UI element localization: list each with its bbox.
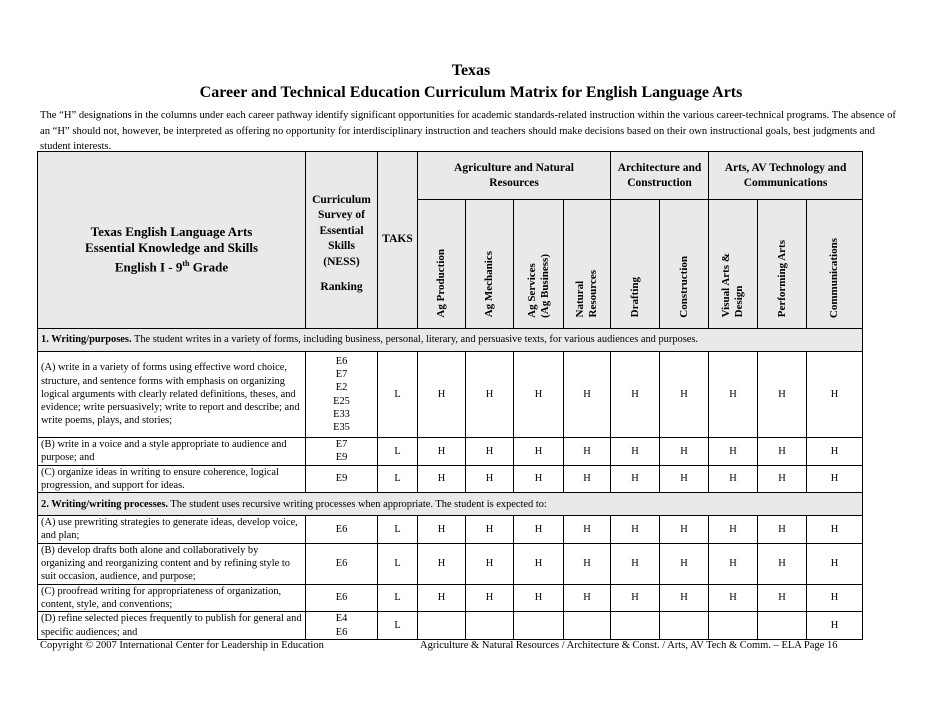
col-construction — [660, 200, 709, 329]
footer-page-info: Agriculture & Natural Resources / Architecture & Const. / Arts, AV Tech & Comm. – ELA Page 16 — [420, 640, 838, 651]
section-number: 1. Writing/purposes. — [41, 334, 132, 346]
h-mark-cell: H — [709, 352, 758, 438]
col-label — [526, 254, 552, 318]
taks-cell: L — [378, 584, 418, 612]
section-heading — [38, 493, 863, 516]
h-mark-cell: H — [466, 584, 514, 612]
h-mark-cell — [564, 612, 611, 640]
h-mark-cell: H — [758, 543, 807, 584]
h-mark-cell: H — [564, 438, 611, 466]
ness-codes: E6 E7 E2 E25 E33 E35 — [306, 352, 378, 438]
col-ag-services — [514, 200, 564, 329]
h-mark-cell: H — [758, 516, 807, 544]
section-text: The student uses recursive writing processes when appropriate. The student is expected to: — [170, 498, 547, 510]
h-mark-cell: H — [758, 352, 807, 438]
h-mark-cell: H — [807, 516, 863, 544]
table-row — [38, 438, 863, 466]
col-label-line: Design — [733, 285, 746, 318]
table-row — [38, 352, 863, 438]
h-mark-cell: H — [564, 584, 611, 612]
h-mark-cell: H — [807, 352, 863, 438]
taks-cell: L — [378, 438, 418, 466]
h-mark-cell: H — [709, 584, 758, 612]
h-mark-cell: H — [418, 543, 466, 584]
col-visual-arts — [709, 200, 758, 329]
ness-codes: E6 — [306, 543, 378, 584]
grade-sup: th — [182, 259, 190, 269]
h-mark-cell: H — [564, 516, 611, 544]
spacer — [306, 270, 377, 280]
h-mark-cell: H — [418, 465, 466, 493]
col-label-line: Resources — [587, 270, 599, 318]
h-mark-cell: H — [466, 465, 514, 493]
h-mark-cell: H — [807, 438, 863, 466]
h-mark-cell: H — [514, 465, 564, 493]
ness-header-line: Ranking — [320, 281, 363, 293]
h-mark-cell — [514, 612, 564, 640]
h-mark-cell: H — [466, 438, 514, 466]
h-mark-cell: H — [466, 543, 514, 584]
intro-paragraph: The “H” designations in the columns under each career pathway identify significant opportunities for academic standards-related instruction within the various career-technical programs. The absence of an “H” should not, however, be interpreted as offering no opportunity for interdisciplinary instruction and teachers should make decisions based on their own instructional goals, best judgments and student interests. — [40, 110, 896, 152]
h-mark-cell: H — [611, 543, 660, 584]
teks-header-line: Texas English Language Arts — [90, 224, 253, 240]
h-mark-cell: H — [564, 465, 611, 493]
h-mark-cell: H — [514, 438, 564, 466]
col-label: Performing Arts — [775, 240, 788, 318]
h-mark-cell — [418, 612, 466, 640]
h-mark-cell: H — [418, 352, 466, 438]
table-row — [38, 543, 863, 584]
h-mark-cell: H — [418, 584, 466, 612]
section-number: 2. Writing/writing processes. — [41, 498, 168, 510]
ness-header-line: Essential — [319, 224, 364, 237]
col-label-line: Natural — [574, 281, 586, 318]
col-label: Construction — [677, 255, 690, 318]
h-mark-cell: H — [611, 438, 660, 466]
h-mark-cell — [709, 612, 758, 640]
col-natural-resources — [564, 200, 611, 329]
h-mark-cell: H — [660, 438, 709, 466]
taks-header: TAKS — [378, 152, 418, 329]
col-label: Ag Mechanics — [483, 251, 495, 318]
h-mark-cell: H — [660, 352, 709, 438]
taks-cell: L — [378, 612, 418, 640]
h-mark-cell: H — [611, 584, 660, 612]
h-mark-cell: H — [807, 612, 863, 640]
taks-cell: L — [378, 543, 418, 584]
col-label — [720, 253, 746, 317]
group-architecture: Architecture and Construction — [611, 152, 709, 200]
taks-cell: L — [378, 465, 418, 493]
table-row — [38, 465, 863, 493]
ness-codes: E9 — [306, 465, 378, 493]
group-arts: Arts, AV Technology and Communications — [709, 152, 863, 200]
col-ag-mechanics — [466, 200, 514, 329]
ness-codes: E4 E6 — [306, 612, 378, 640]
h-mark-cell — [466, 612, 514, 640]
document-subtitle: Career and Technical Education Curriculum Matrix for English Language Arts — [199, 84, 743, 101]
standard-text: (B) develop drafts both alone and collaboratively by organizing and reorganizing content and by refining style to suit occasion, audience, and purpose; — [38, 543, 306, 584]
h-mark-cell: H — [514, 584, 564, 612]
col-drafting — [611, 200, 660, 329]
section-text: The student writes in a variety of forms, including business, personal, literary, and persuasive texts, for various audiences and purposes. — [133, 334, 699, 346]
h-mark-cell — [611, 612, 660, 640]
h-mark-cell: H — [709, 543, 758, 584]
teks-header-line: Essential Knowledge and Skills — [84, 240, 259, 256]
h-mark-cell: H — [660, 516, 709, 544]
h-mark-cell: H — [758, 465, 807, 493]
h-mark-cell: H — [418, 516, 466, 544]
footer-copyright: Copyright © 2007 International Center for Leadership in Education — [40, 640, 324, 651]
h-mark-cell: H — [709, 516, 758, 544]
h-mark-cell — [758, 612, 807, 640]
h-mark-cell: H — [418, 438, 466, 466]
col-label: Communications — [828, 237, 841, 318]
h-mark-cell: H — [611, 465, 660, 493]
grade-word: Grade — [192, 259, 229, 275]
group-agriculture: Agriculture and Natural Resources — [418, 152, 611, 200]
h-mark-cell: H — [466, 516, 514, 544]
h-mark-cell: H — [514, 543, 564, 584]
h-mark-cell: H — [807, 584, 863, 612]
col-performing-arts — [758, 200, 807, 329]
ness-header-line: (NESS) — [323, 255, 360, 268]
h-mark-cell: H — [758, 438, 807, 466]
h-mark-cell: H — [564, 543, 611, 584]
standard-text: (D) refine selected pieces frequently to publish for general and specific audiences; and — [38, 612, 306, 640]
h-mark-cell: H — [709, 465, 758, 493]
curriculum-matrix — [37, 151, 863, 640]
taks-cell: L — [378, 352, 418, 438]
h-mark-cell: H — [611, 516, 660, 544]
ness-header-line: Curriculum — [312, 193, 371, 206]
table-row — [38, 584, 863, 612]
h-mark-cell: H — [709, 438, 758, 466]
document-title: Texas — [451, 62, 491, 79]
ness-codes: E6 — [306, 516, 378, 544]
standard-text: (A) write in a variety of forms using effective word choice, structure, and sentence forms with emphasis on organizing logical arguments with clearly related definitions, theses, and evidence; write persuasively; write to report and describe; and write poems, plays, and stories; — [38, 352, 306, 438]
ness-header-line: Skills — [328, 240, 355, 252]
standard-text: (C) proofread writing for appropriateness of organization, content, style, and conventions; — [38, 584, 306, 612]
table-row — [38, 516, 863, 544]
col-label — [574, 270, 600, 317]
h-mark-cell: H — [758, 584, 807, 612]
h-mark-cell: H — [660, 465, 709, 493]
grade-label — [38, 256, 305, 275]
ness-header-line: Survey of — [318, 209, 365, 221]
section-heading — [38, 329, 863, 352]
taks-cell: L — [378, 516, 418, 544]
col-label: Ag Production — [435, 249, 447, 318]
ness-codes: E7 E9 — [306, 438, 378, 466]
h-mark-cell: H — [660, 584, 709, 612]
ness-header — [306, 152, 378, 329]
ness-codes: E6 — [306, 584, 378, 612]
table-row — [38, 612, 863, 640]
col-label-line: Ag Services — [525, 263, 538, 318]
h-mark-cell: H — [807, 543, 863, 584]
h-mark-cell: H — [514, 516, 564, 544]
h-mark-cell: H — [564, 352, 611, 438]
col-label: Drafting — [628, 277, 641, 318]
h-mark-cell: H — [514, 352, 564, 438]
standard-text: (A) use prewriting strategies to generate ideas, develop voice, and plan; — [38, 516, 306, 544]
standard-text: (C) organize ideas in writing to ensure coherence, logical progression, and support for ideas. — [38, 465, 306, 493]
col-communications — [807, 200, 863, 329]
standard-text: (B) write in a voice and a style appropriate to audience and purpose; and — [38, 438, 306, 466]
h-mark-cell: H — [611, 352, 660, 438]
h-mark-cell: H — [807, 465, 863, 493]
teks-header — [38, 152, 306, 329]
h-mark-cell: H — [466, 352, 514, 438]
col-label-line: Visual Arts & — [720, 253, 733, 318]
col-ag-production — [418, 200, 466, 329]
h-mark-cell: H — [660, 543, 709, 584]
h-mark-cell — [660, 612, 709, 640]
col-label-line: (Ag Business) — [538, 253, 551, 318]
grade-text: English I - 9 — [114, 259, 183, 275]
